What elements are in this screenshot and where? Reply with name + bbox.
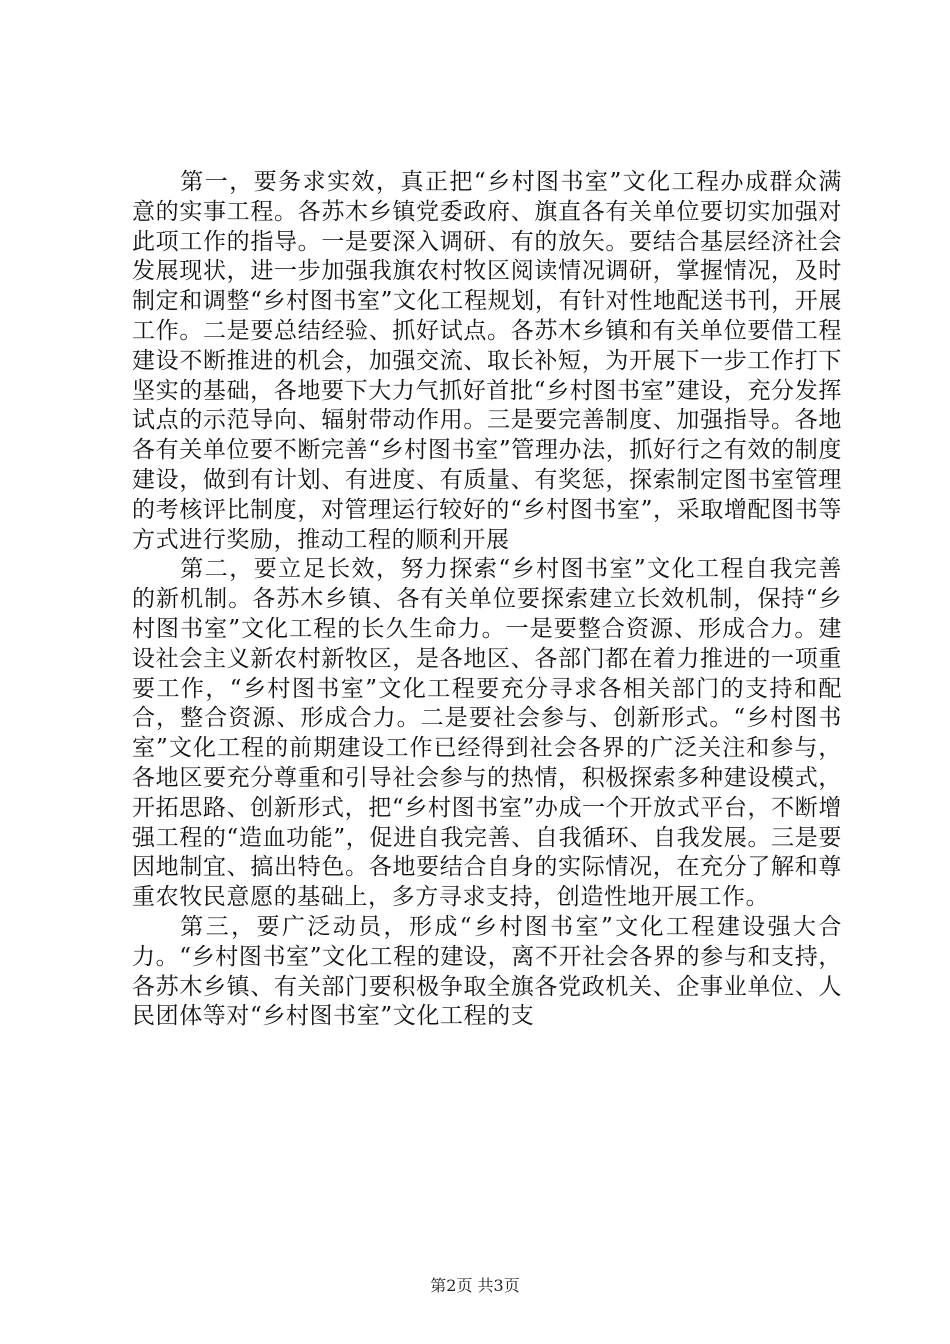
- paragraph-1: 第一，要务求实效，真正把“乡村图书室”文化工程办成群众满意的实事工程。各苏木乡镇党委政府、旗直各有关单位要切实加强对此项工作的指导。一是要深入调研、有的放矢。要结合基层经济社会发展现状，进一步加强我旗农村牧区阅读情况调研，掌握情况，及时制定和调整“乡村图书室”文化工程规划，有针对性地配送书刊，开展工作。二是要总结经验、抓好试点。各苏木乡镇和有关单位要借工程建设不断推进的机会，加强交流、取长补短，为开展下一步工作打下坚实的基础，各地要下大力气抓好首批“乡村图书室”建设，充分发挥试点的示范导向、辐射带动作用。三是要完善制度、加强指导。各地各有关单位要不断完善“乡村图书室”管理办法，抓好行之有效的制度建设，做到有计划、有进度、有质量、有奖惩，探索制定图书室管理的考核评比制度，对管理运行较好的“乡村图书室”，采取增配图书等方式进行奖励，推动工程的顺利开展: [132, 169, 842, 553]
- paragraph-3: 第三，要广泛动员，形成“乡村图书室”文化工程建设强大合力。“乡村图书室”文化工程的建设，离不开社会各界的参与和支持，各苏木乡镇、有关部门要积极争取全旗各党政机关、企事业单位、人民团体等对“乡村图书室”文化工程的支: [132, 913, 842, 1030]
- paragraph-2: 第二，要立足长效，努力探索“乡村图书室”文化工程自我完善的新机制。各苏木乡镇、各有关单位要探索建立长效机制，保持“乡村图书室”文化工程的长久生命力。一是要整合资源、形成合力。建设社会主义新农村新牧区，是各地区、各部门都在着力推进的一项重要工作，“乡村图书室”文化工程要充分寻求各相关部门的支持和配合，整合资源、形成合力。二是要社会参与、创新形式。“乡村图书室”文化工程的前期建设工作已经得到社会各界的广泛关注和参与，各地区要充分尊重和引导社会参与的热情，积极探索多种建设模式，开拓思路、创新形式，把“乡村图书室”办成一个开放式平台，不断增强工程的“造血功能”，促进自我完善、自我循环、自我发展。三是要因地制宜、搞出特色。各地要结合自身的实际情况，在充分了解和尊重农牧民意愿的基础上，多方寻求支持，创造性地开展工作。: [132, 556, 842, 911]
- page-number-footer: 第2页 共3页: [430, 1276, 520, 1295]
- document-body: [132, 168, 842, 1032]
